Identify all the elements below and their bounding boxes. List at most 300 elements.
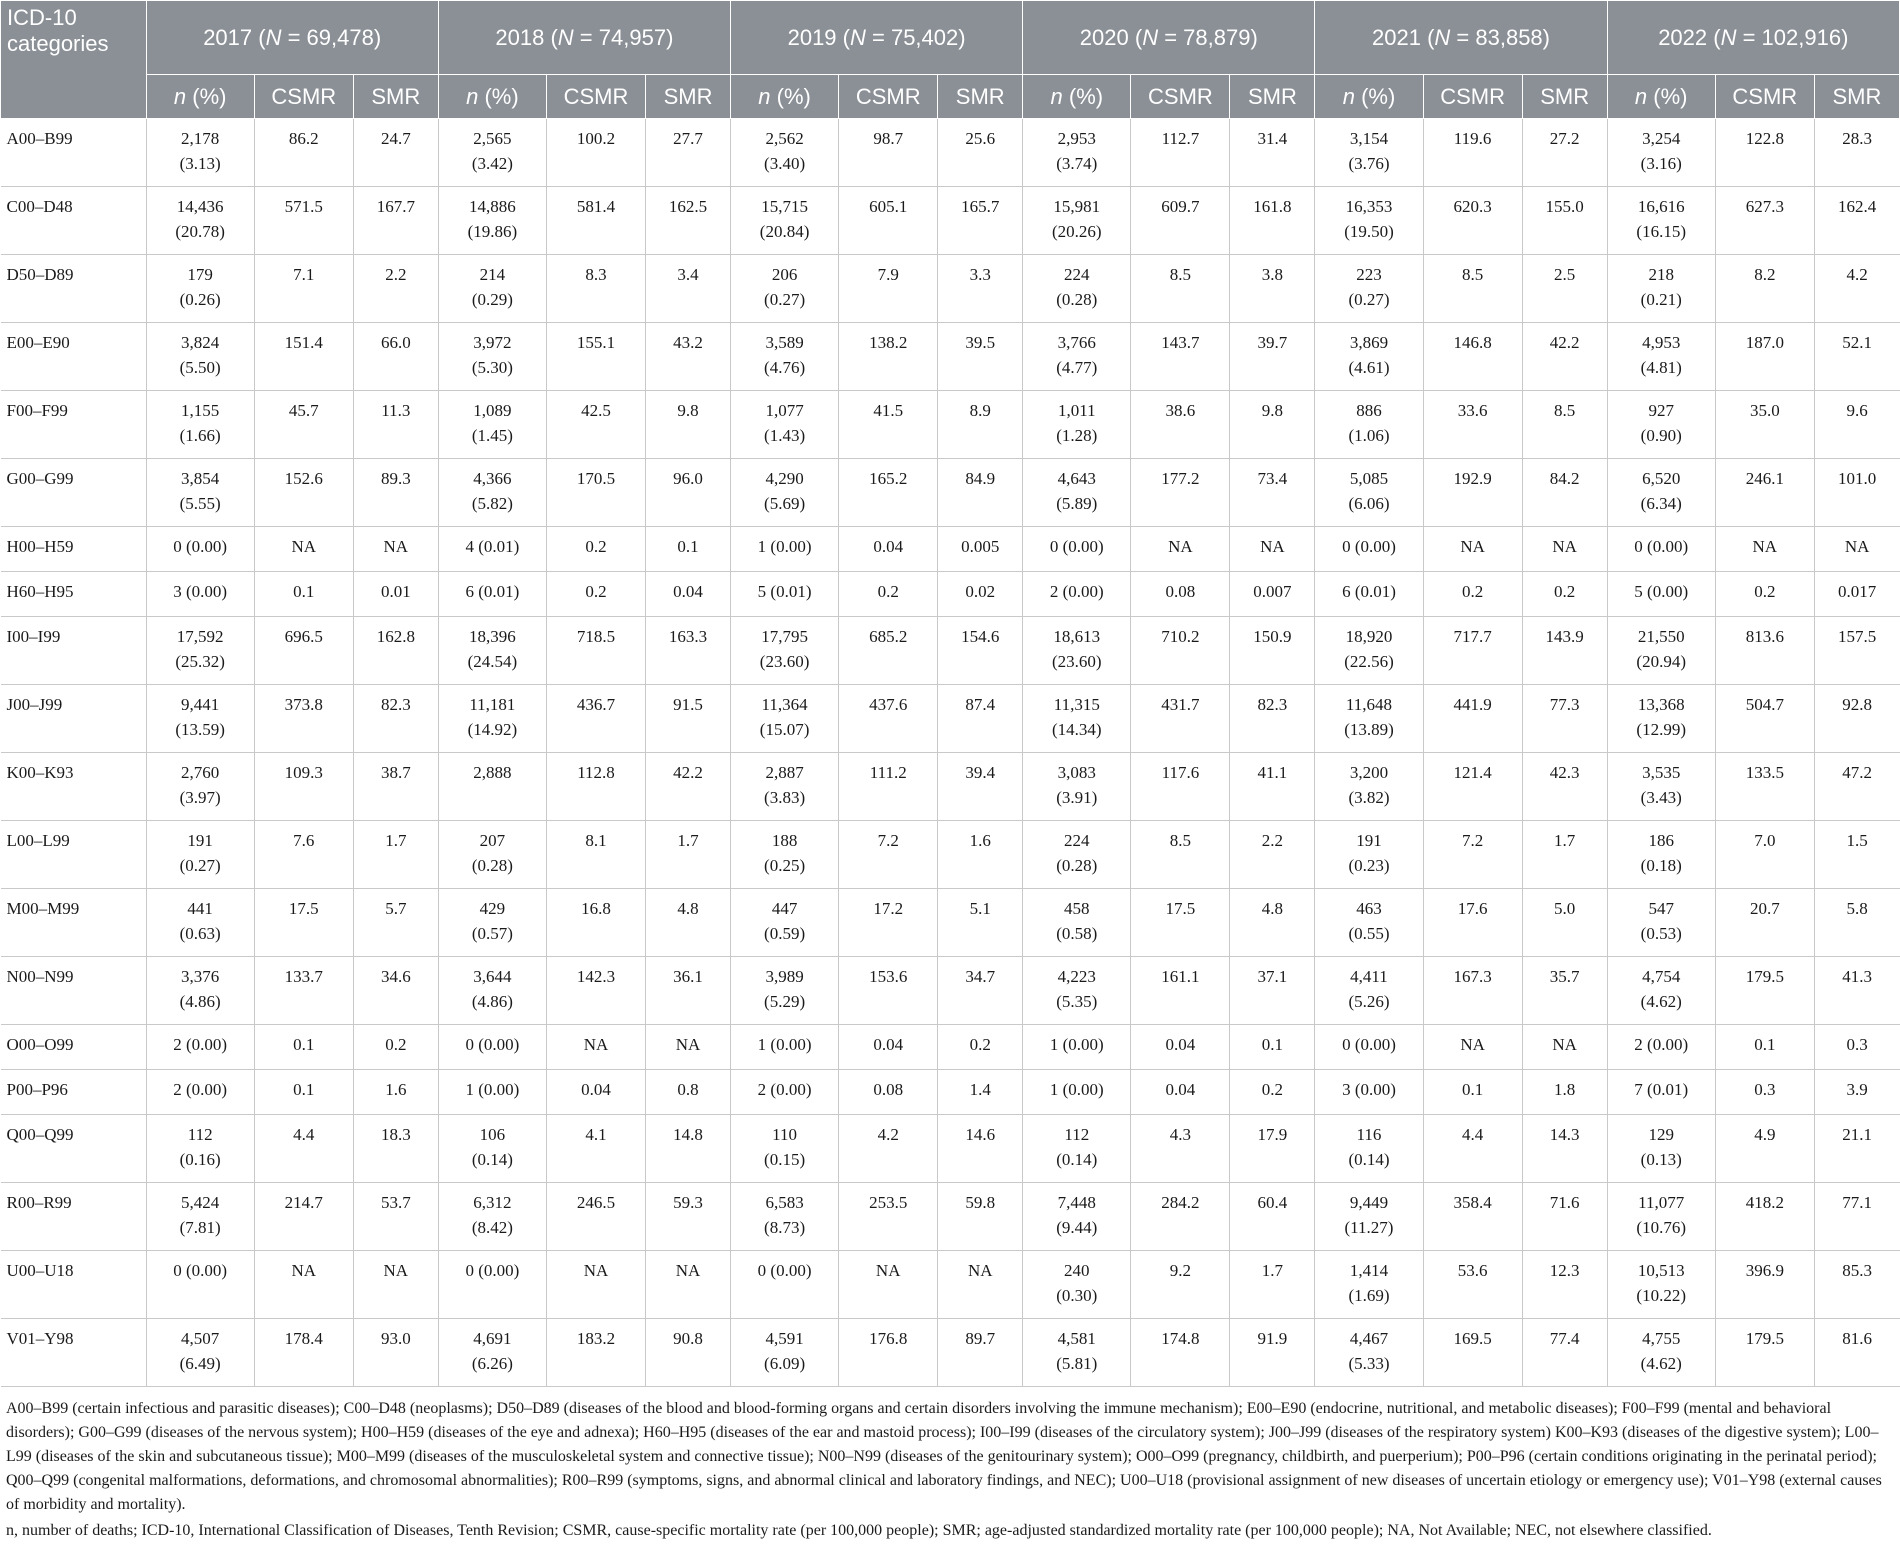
smr-cell: 73.4 xyxy=(1230,459,1315,527)
csmr-cell: 17.2 xyxy=(839,889,938,957)
table-row xyxy=(1,255,1900,323)
csmr-cell: 16.8 xyxy=(546,889,645,957)
csmr-cell: 0.1 xyxy=(1423,1070,1522,1115)
smr-cell: 85.3 xyxy=(1814,1251,1899,1319)
deaths-count-cell xyxy=(438,1251,546,1319)
deaths-count: 214 xyxy=(479,265,506,284)
table-row xyxy=(1,1251,1900,1319)
year-header: 2018 (N = 74,957) xyxy=(438,1,730,75)
year-header: 2021 (N = 83,858) xyxy=(1315,1,1607,75)
deaths-count-cell xyxy=(731,1251,839,1319)
deaths-percent: (10.76) xyxy=(1636,1218,1686,1237)
deaths-count: 207 xyxy=(479,831,506,850)
csmr-cell: 38.6 xyxy=(1131,391,1230,459)
deaths-count: 4,953 xyxy=(1642,333,1681,352)
smr-cell: NA xyxy=(1522,527,1607,572)
smr-cell: 165.7 xyxy=(938,187,1023,255)
csmr-cell: 813.6 xyxy=(1715,617,1814,685)
deaths-count: 441 xyxy=(187,899,213,918)
sample-size-value: = 78,879 xyxy=(1158,24,1251,50)
deaths-count-cell xyxy=(1023,1070,1131,1115)
deaths-count: 3,535 xyxy=(1642,763,1681,782)
deaths-count-cell xyxy=(731,753,839,821)
deaths-count-cell xyxy=(1023,323,1131,391)
csmr-cell: 8.5 xyxy=(1131,821,1230,889)
year-label: 2019 xyxy=(787,24,837,50)
csmr-cell: NA xyxy=(1423,1025,1522,1070)
deaths-count-cell xyxy=(1315,527,1423,572)
deaths-percent: (3.42) xyxy=(471,154,513,173)
deaths-percent: (5.81) xyxy=(1056,1354,1098,1373)
csmr-cell: 214.7 xyxy=(254,1183,353,1251)
deaths-count-cell xyxy=(146,459,254,527)
csmr-cell: 8.2 xyxy=(1715,255,1814,323)
deaths-count: 11,364 xyxy=(761,695,808,714)
deaths-percent: (7.81) xyxy=(179,1218,221,1237)
table-row xyxy=(1,572,1900,617)
deaths-count: 0 (0.00) xyxy=(757,1261,812,1280)
csmr-cell: 4.4 xyxy=(1423,1115,1522,1183)
table-row xyxy=(1,685,1900,753)
csmr-cell: 192.9 xyxy=(1423,459,1522,527)
csmr-cell: 718.5 xyxy=(546,617,645,685)
smr-cell: 71.6 xyxy=(1522,1183,1607,1251)
deaths-count-cell xyxy=(146,1251,254,1319)
csmr-cell: 717.7 xyxy=(1423,617,1522,685)
deaths-count: 179 xyxy=(187,265,213,284)
deaths-percent: (4.86) xyxy=(471,992,513,1011)
smr-cell: 81.6 xyxy=(1814,1319,1899,1387)
smr-cell: 52.1 xyxy=(1814,323,1899,391)
deaths-percent: (0.90) xyxy=(1640,426,1682,445)
deaths-percent: (4.81) xyxy=(1640,358,1682,377)
smr-cell: 3.8 xyxy=(1230,255,1315,323)
smr-cell: 5.7 xyxy=(353,889,438,957)
csmr-cell: 33.6 xyxy=(1423,391,1522,459)
deaths-count: 927 xyxy=(1648,401,1674,420)
csmr-cell: 581.4 xyxy=(546,187,645,255)
csmr-cell: 7.1 xyxy=(254,255,353,323)
csmr-cell: 0.2 xyxy=(1715,572,1814,617)
smr-cell: 0.2 xyxy=(938,1025,1023,1070)
deaths-percent: (1.28) xyxy=(1056,426,1098,445)
smr-header: SMR xyxy=(938,75,1023,119)
deaths-count: 3 (0.00) xyxy=(1342,1080,1396,1099)
csmr-cell: 4.9 xyxy=(1715,1115,1814,1183)
deaths-count-cell xyxy=(146,821,254,889)
smr-cell: 42.3 xyxy=(1522,753,1607,821)
year-header: 2017 (N = 69,478) xyxy=(146,1,438,75)
deaths-percent: (0.23) xyxy=(1348,856,1390,875)
deaths-percent: (23.60) xyxy=(1052,652,1102,671)
n-percent-header xyxy=(146,75,254,119)
csmr-cell: 710.2 xyxy=(1131,617,1230,685)
deaths-count-cell xyxy=(1023,685,1131,753)
csmr-cell: 161.1 xyxy=(1131,957,1230,1025)
deaths-count-cell xyxy=(146,1115,254,1183)
percent-symbol: (%) xyxy=(478,83,519,109)
csmr-cell: 133.5 xyxy=(1715,753,1814,821)
smr-cell: 0.1 xyxy=(646,527,731,572)
deaths-count: 463 xyxy=(1356,899,1382,918)
csmr-header: CSMR xyxy=(839,75,938,119)
deaths-count-cell xyxy=(1315,617,1423,685)
csmr-cell: 177.2 xyxy=(1131,459,1230,527)
deaths-count: 116 xyxy=(1356,1125,1382,1144)
deaths-percent: (14.34) xyxy=(1052,720,1102,739)
deaths-count-cell xyxy=(1315,1025,1423,1070)
smr-cell: 9.8 xyxy=(646,391,731,459)
smr-cell: 42.2 xyxy=(1522,323,1607,391)
deaths-count-cell xyxy=(146,1319,254,1387)
csmr-cell: 4.4 xyxy=(254,1115,353,1183)
csmr-cell: 86.2 xyxy=(254,119,353,187)
deaths-count-cell xyxy=(731,572,839,617)
csmr-cell: NA xyxy=(1131,527,1230,572)
deaths-percent: (0.57) xyxy=(471,924,513,943)
deaths-count-cell xyxy=(146,957,254,1025)
deaths-count-cell xyxy=(438,957,546,1025)
deaths-percent: (19.86) xyxy=(467,222,518,241)
csmr-cell: 112.7 xyxy=(1131,119,1230,187)
deaths-count: 11,181 xyxy=(469,695,516,714)
icd-code-cell: U00–U18 xyxy=(1,1251,147,1319)
deaths-percent: (12.99) xyxy=(1636,720,1686,739)
deaths-count-cell xyxy=(731,119,839,187)
smr-cell: 27.7 xyxy=(646,119,731,187)
deaths-percent: (5.30) xyxy=(471,358,513,377)
csmr-cell: 0.04 xyxy=(546,1070,645,1115)
csmr-cell: 35.0 xyxy=(1715,391,1814,459)
table-row xyxy=(1,1115,1900,1183)
icd-code-cell: D50–D89 xyxy=(1,255,147,323)
csmr-cell: 167.3 xyxy=(1423,957,1522,1025)
n-percent-header xyxy=(438,75,546,119)
smr-cell: 12.3 xyxy=(1522,1251,1607,1319)
smr-cell: 35.7 xyxy=(1522,957,1607,1025)
csmr-cell: 109.3 xyxy=(254,753,353,821)
deaths-count: 15,981 xyxy=(1053,197,1101,216)
deaths-count-cell xyxy=(146,1183,254,1251)
deaths-percent: (6.49) xyxy=(179,1354,221,1373)
smr-cell: 25.6 xyxy=(938,119,1023,187)
smr-header: SMR xyxy=(1522,75,1607,119)
smr-cell: 39.5 xyxy=(938,323,1023,391)
smr-cell: 161.8 xyxy=(1230,187,1315,255)
deaths-percent: (3.13) xyxy=(179,154,221,173)
smr-cell: 60.4 xyxy=(1230,1183,1315,1251)
deaths-count-cell xyxy=(1023,187,1131,255)
icd-code-cell: A00–B99 xyxy=(1,119,147,187)
deaths-count-cell xyxy=(1315,255,1423,323)
smr-header: SMR xyxy=(1230,75,1315,119)
deaths-count: 14,436 xyxy=(176,197,224,216)
smr-cell: 1.5 xyxy=(1814,821,1899,889)
deaths-percent: (1.69) xyxy=(1348,1286,1390,1305)
deaths-count: 4,366 xyxy=(473,469,512,488)
smr-cell: NA xyxy=(353,1251,438,1319)
deaths-count-cell xyxy=(731,1319,839,1387)
deaths-count: 17,795 xyxy=(761,627,808,646)
deaths-count-cell xyxy=(146,255,254,323)
csmr-cell: 696.5 xyxy=(254,617,353,685)
deaths-percent: (20.84) xyxy=(759,222,810,241)
smr-cell: 89.7 xyxy=(938,1319,1023,1387)
deaths-percent: (0.15) xyxy=(764,1150,806,1169)
deaths-count-cell xyxy=(1607,527,1715,572)
smr-cell: 2.5 xyxy=(1522,255,1607,323)
deaths-count: 6,520 xyxy=(1642,469,1681,488)
icd-code-cell: K00–K93 xyxy=(1,753,147,821)
deaths-percent: (0.14) xyxy=(471,1150,513,1169)
deaths-percent: (0.30) xyxy=(1056,1286,1098,1305)
deaths-count-cell xyxy=(731,821,839,889)
sample-size-symbol: N xyxy=(850,24,866,50)
deaths-percent: (0.27) xyxy=(1348,290,1390,309)
deaths-count-cell xyxy=(1607,821,1715,889)
deaths-percent: (1.43) xyxy=(764,426,806,445)
deaths-count-cell xyxy=(146,391,254,459)
csmr-cell: 4.2 xyxy=(839,1115,938,1183)
deaths-count-cell xyxy=(438,572,546,617)
smr-cell: 1.7 xyxy=(646,821,731,889)
deaths-count: 0 (0.00) xyxy=(1049,537,1104,556)
deaths-count: 1 (0.00) xyxy=(757,1035,812,1054)
csmr-cell: 117.6 xyxy=(1131,753,1230,821)
deaths-percent: (3.91) xyxy=(1056,788,1098,807)
deaths-count: 186 xyxy=(1648,831,1674,850)
deaths-count: 0 (0.00) xyxy=(1342,537,1396,556)
deaths-count-cell xyxy=(1023,1251,1131,1319)
deaths-percent: (0.18) xyxy=(1640,856,1682,875)
footnote-abbreviations: n, number of deaths; ICD-10, International Classification of Diseases, Tenth Revision; CSMR, cause-specific mortality rate (per 100,000 people); SMR; age-adjusted standardized mortality rate (per 100,000 people); NA, Not Available; NEC, not elsewhere classified. xyxy=(6,1522,1712,1539)
deaths-count-cell xyxy=(438,391,546,459)
deaths-percent: (3.74) xyxy=(1056,154,1098,173)
deaths-percent: (3.16) xyxy=(1640,154,1682,173)
deaths-percent: (0.29) xyxy=(471,290,513,309)
csmr-cell: 138.2 xyxy=(839,323,938,391)
csmr-cell: 122.8 xyxy=(1715,119,1814,187)
smr-cell: 0.3 xyxy=(1814,1025,1899,1070)
deaths-count: 4,223 xyxy=(1057,967,1096,986)
csmr-cell: 627.3 xyxy=(1715,187,1814,255)
table-row xyxy=(1,459,1900,527)
csmr-cell: 8.5 xyxy=(1131,255,1230,323)
csmr-cell: 284.2 xyxy=(1131,1183,1230,1251)
csmr-cell: 0.1 xyxy=(254,1025,353,1070)
smr-cell: 4.8 xyxy=(1230,889,1315,957)
deaths-percent: (0.26) xyxy=(179,290,221,309)
deaths-count: 3 (0.00) xyxy=(173,582,228,601)
table-footnotes xyxy=(0,1387,1900,1543)
smr-cell: 91.9 xyxy=(1230,1319,1315,1387)
smr-cell: 157.5 xyxy=(1814,617,1899,685)
deaths-percent: (1.06) xyxy=(1348,426,1390,445)
deaths-count-cell xyxy=(1315,957,1423,1025)
csmr-cell: 571.5 xyxy=(254,187,353,255)
deaths-count: 13,368 xyxy=(1637,695,1685,714)
year-label: 2020 xyxy=(1079,24,1129,50)
deaths-count-cell xyxy=(146,527,254,572)
smr-cell: NA xyxy=(1814,527,1899,572)
deaths-percent: (15.07) xyxy=(759,720,810,739)
sample-size-value: = 74,957 xyxy=(573,24,667,50)
deaths-percent: (5.29) xyxy=(764,992,806,1011)
csmr-cell: 7.9 xyxy=(839,255,938,323)
deaths-count-cell xyxy=(1315,889,1423,957)
deaths-count-cell xyxy=(1023,1183,1131,1251)
csmr-cell: 179.5 xyxy=(1715,957,1814,1025)
deaths-count: 0 (0.00) xyxy=(173,1261,228,1280)
deaths-percent: (5.26) xyxy=(1348,992,1390,1011)
deaths-count-cell xyxy=(1023,753,1131,821)
deaths-count: 21,550 xyxy=(1637,627,1685,646)
smr-cell: 53.7 xyxy=(353,1183,438,1251)
deaths-count-cell xyxy=(1315,391,1423,459)
csmr-cell: 165.2 xyxy=(839,459,938,527)
table-row xyxy=(1,889,1900,957)
deaths-count: 2 (0.00) xyxy=(1049,582,1104,601)
icd-code-cell: G00–G99 xyxy=(1,459,147,527)
icd-code-cell: M00–M99 xyxy=(1,889,147,957)
deaths-count: 129 xyxy=(1648,1125,1674,1144)
deaths-count: 4 (0.01) xyxy=(465,537,520,556)
deaths-count: 2 (0.00) xyxy=(173,1035,228,1054)
deaths-count-cell xyxy=(1315,187,1423,255)
deaths-count-cell xyxy=(1023,119,1131,187)
smr-cell: 0.2 xyxy=(353,1025,438,1070)
csmr-header: CSMR xyxy=(1423,75,1522,119)
deaths-count: 1 (0.00) xyxy=(1049,1080,1104,1099)
deaths-count-cell xyxy=(1023,459,1131,527)
smr-cell: 1.6 xyxy=(353,1070,438,1115)
deaths-percent: (5.50) xyxy=(179,358,221,377)
deaths-count: 224 xyxy=(1064,265,1090,284)
smr-cell: 5.0 xyxy=(1522,889,1607,957)
deaths-count-cell xyxy=(731,685,839,753)
smr-cell: 14.8 xyxy=(646,1115,731,1183)
deaths-percent: (3.40) xyxy=(764,154,806,173)
deaths-count-cell xyxy=(1315,821,1423,889)
deaths-count: 6,583 xyxy=(765,1193,804,1212)
smr-cell: NA xyxy=(1230,527,1315,572)
csmr-cell: 170.5 xyxy=(546,459,645,527)
sample-size-value: = 75,402 xyxy=(865,24,959,50)
smr-cell: 9.6 xyxy=(1814,391,1899,459)
table-row xyxy=(1,957,1900,1025)
smr-cell: 41.3 xyxy=(1814,957,1899,1025)
sample-size-symbol: N xyxy=(1434,24,1451,50)
csmr-cell: 17.5 xyxy=(254,889,353,957)
table-row xyxy=(1,1070,1900,1115)
csmr-cell: 155.1 xyxy=(546,323,645,391)
csmr-cell: 41.5 xyxy=(839,391,938,459)
deaths-count-cell xyxy=(731,617,839,685)
smr-cell: 36.1 xyxy=(646,957,731,1025)
deaths-count: 5,424 xyxy=(181,1193,220,1212)
icd-code-cell: C00–D48 xyxy=(1,187,147,255)
deaths-percent: (6.06) xyxy=(1348,494,1390,513)
smr-cell: 0.8 xyxy=(646,1070,731,1115)
csmr-cell: 183.2 xyxy=(546,1319,645,1387)
csmr-cell: 152.6 xyxy=(254,459,353,527)
deaths-count: 112 xyxy=(1064,1125,1090,1144)
sample-size-value: = 69,478 xyxy=(281,24,374,50)
deaths-count: 3,854 xyxy=(181,469,220,488)
deaths-count-cell xyxy=(1607,572,1715,617)
csmr-cell: 0.08 xyxy=(839,1070,938,1115)
deaths-count-cell xyxy=(438,255,546,323)
deaths-count: 3,869 xyxy=(1349,333,1389,352)
csmr-cell: 441.9 xyxy=(1423,685,1522,753)
deaths-percent: (25.32) xyxy=(175,652,225,671)
deaths-count-cell xyxy=(731,1115,839,1183)
smr-cell: 47.2 xyxy=(1814,753,1899,821)
deaths-count: 2,887 xyxy=(765,763,804,782)
smr-cell: 0.005 xyxy=(938,527,1023,572)
deaths-count-cell xyxy=(731,957,839,1025)
smr-cell: 77.3 xyxy=(1522,685,1607,753)
table-row xyxy=(1,391,1900,459)
deaths-count: 18,396 xyxy=(469,627,516,646)
deaths-count-cell xyxy=(1023,527,1131,572)
smr-cell: 0.2 xyxy=(1230,1070,1315,1115)
deaths-count-cell xyxy=(146,1070,254,1115)
category-column-header: ICD-10 categories xyxy=(1,1,147,119)
csmr-cell: 0.1 xyxy=(1715,1025,1814,1070)
deaths-count: 2,760 xyxy=(181,763,220,782)
deaths-count-cell xyxy=(731,1183,839,1251)
deaths-percent: (6.34) xyxy=(1640,494,1682,513)
deaths-count-cell xyxy=(1315,1183,1423,1251)
deaths-count: 3,989 xyxy=(765,967,804,986)
deaths-count: 429 xyxy=(479,899,506,918)
csmr-cell: 4.3 xyxy=(1131,1115,1230,1183)
deaths-count: 11,648 xyxy=(1345,695,1393,714)
csmr-header: CSMR xyxy=(546,75,645,119)
deaths-count-cell xyxy=(731,187,839,255)
deaths-count-cell xyxy=(1023,1319,1131,1387)
smr-cell: 24.7 xyxy=(353,119,438,187)
deaths-percent: (4.86) xyxy=(179,992,221,1011)
percent-symbol: (%) xyxy=(1062,83,1104,109)
csmr-cell: 0.3 xyxy=(1715,1070,1814,1115)
csmr-cell: NA xyxy=(254,1251,353,1319)
csmr-cell: 0.1 xyxy=(254,572,353,617)
smr-cell: 163.3 xyxy=(646,617,731,685)
table-header xyxy=(1,1,1900,119)
deaths-count: 2,888 xyxy=(473,763,512,782)
deaths-count: 4,507 xyxy=(181,1329,220,1348)
smr-cell: 167.7 xyxy=(353,187,438,255)
deaths-count-cell xyxy=(438,1319,546,1387)
smr-cell: 38.7 xyxy=(353,753,438,821)
deaths-count: 106 xyxy=(479,1125,506,1144)
deaths-count-cell xyxy=(1023,1115,1131,1183)
smr-cell: 9.8 xyxy=(1230,391,1315,459)
n-symbol: n xyxy=(466,83,479,109)
deaths-count: 0 (0.00) xyxy=(465,1261,520,1280)
deaths-count: 11,315 xyxy=(1053,695,1100,714)
deaths-count-cell xyxy=(1315,572,1423,617)
csmr-cell: 605.1 xyxy=(839,187,938,255)
deaths-percent: (20.94) xyxy=(1636,652,1686,671)
deaths-count-cell xyxy=(1315,323,1423,391)
smr-cell: 21.1 xyxy=(1814,1115,1899,1183)
deaths-count-cell xyxy=(438,1025,546,1070)
csmr-cell: 0.08 xyxy=(1131,572,1230,617)
icd-code-cell: F00–F99 xyxy=(1,391,147,459)
